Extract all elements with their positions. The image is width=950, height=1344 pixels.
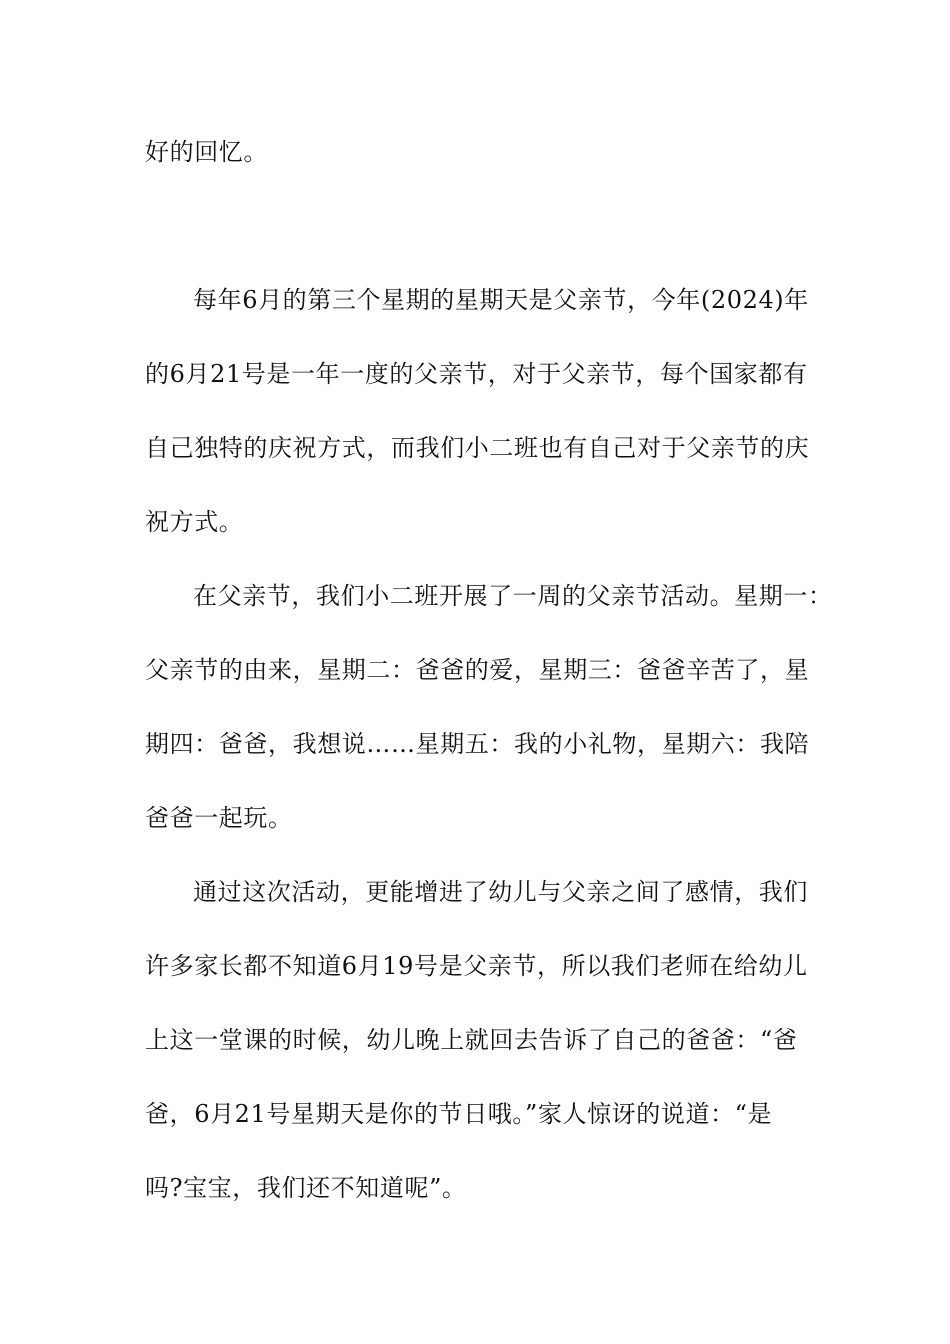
text-line: 在父亲节，我们小二班开展了一周的父亲节活动。星期一： bbox=[193, 582, 833, 610]
text-line: 的6月21号是一年一度的父亲节，对于父亲节，每个国家都有 bbox=[145, 360, 808, 388]
text-line: 通过这次活动，更能增进了幼儿与父亲之间了感情，我们 bbox=[193, 878, 808, 906]
text-line: 父亲节的由来，星期二：爸爸的爱，星期三：爸爸辛苦了，星 bbox=[145, 656, 810, 684]
text-line: 好的回忆。 bbox=[145, 138, 268, 166]
text-line: 吗?宝宝，我们还不知道呢”。 bbox=[145, 1174, 467, 1202]
text-line: 自己独特的庆祝方式，而我们小二班也有自己对于父亲节的庆 bbox=[145, 434, 810, 462]
text-line: 期四：爸爸，我想说……星期五：我的小礼物，星期六：我陪 bbox=[145, 730, 810, 758]
text-line: 每年6月的第三个星期的星期天是父亲节，今年(2024)年 bbox=[193, 286, 809, 314]
text-line: 祝方式。 bbox=[145, 508, 244, 536]
text-line: 许多家长都不知道6月19号是父亲节，所以我们老师在给幼儿 bbox=[145, 952, 808, 980]
text-line: 爸，6月21号星期天是你的节日哦。”家人惊讶的说道：“是 bbox=[145, 1100, 773, 1128]
text-line: 上这一堂课的时候，幼儿晚上就回去告诉了自己的爸爸：“爸 bbox=[145, 1026, 798, 1054]
text-line: 爸爸一起玩。 bbox=[145, 804, 293, 832]
